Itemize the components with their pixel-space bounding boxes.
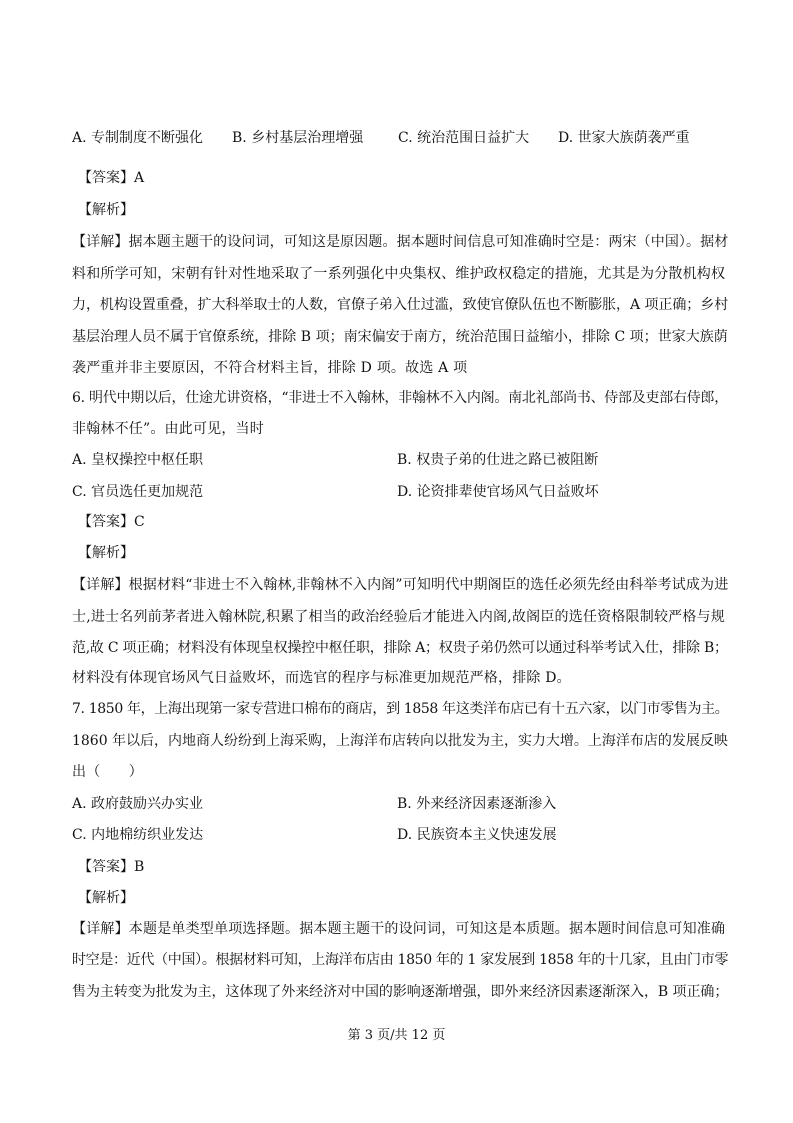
q5-analysis-label: 【解析】	[78, 202, 134, 218]
q7-analysis-label: 【解析】	[78, 890, 134, 906]
q7-option-a: A. 政府鼓励兴办实业	[72, 796, 204, 812]
q7-stem-line: 1860 年以后，内地商人纷纷到上海采购，上海洋布店转向以批发为主，实力大增。上海洋布店的发展反映	[72, 733, 728, 749]
q5-option-a: A. 专制制度不断强化	[72, 130, 204, 146]
q6-option-b: B. 权贵子弟的仕进之路已被阻断	[397, 452, 599, 468]
q6-detail-line: 范,故 C 项正确；材料没有体现皇权操控中枢任职，排除 A；权贵子弟仍然可以通过科举考试入仕，排除 B；	[72, 640, 728, 656]
q6-detail-line: 材料没有体现官场风气日益败坏，而选官的程序与标准更加规范严格，排除 D。	[72, 670, 571, 686]
q5-detail-line: 袭严重并非主要原因，不符合材料主旨，排除 D 项。故选 A 项	[72, 360, 468, 376]
q7-detail-line: 时空是：近代（中国）。根据材料可知，上海洋布店由 1850 年的 1 家发展到 1858 年的十几家，且由门市零	[72, 952, 729, 968]
q6-detail-line: 【详解】根据材料“非进士不入翰林,非翰林不入内阁”可知明代中期阁臣的选任必须先经由科举考试成为进	[72, 577, 729, 593]
q6-stem-line: 非翰林不任”。由此可见，当时	[72, 421, 264, 437]
q6-option-c: C. 官员选任更加规范	[72, 484, 204, 500]
q7-stem-line: 7. 1850 年，上海出现第一家专营进口棉布的商店，到 1858 年这类洋布店已有十五六家，以门市零售为主。	[72, 701, 729, 717]
q7-option-b: B. 外来经济因素逐渐渗入	[397, 796, 557, 812]
q6-option-a: A. 皇权操控中枢任职	[72, 452, 204, 468]
q7-stem-line: 出（ ）	[72, 764, 143, 780]
q5-detail-line: 力，机构设置重叠，扩大科举取士的人数，官僚子弟入仕过滥，致使官僚队伍也不断膨胀，A 项正确；乡村	[72, 297, 729, 313]
q5-answer: 【答案】A	[78, 170, 145, 186]
q7-answer: 【答案】B	[78, 859, 145, 875]
q6-analysis-label: 【解析】	[78, 545, 134, 561]
page-footer: 第 3 页/共 12 页	[347, 1028, 446, 1043]
q6-option-d: D. 论资排辈使官场风气日益败坏	[397, 484, 599, 500]
q5-detail-line: 【详解】据本题主题干的设问词，可知这是原因题。据本题时间信息可知准确时空是：两宋（中国）。据材	[72, 234, 729, 250]
q6-stem-line: 6. 明代中期以后，仕途尤讲资格，“非进士不入翰林，非翰林不入内阁。南北礼部尚书、侍部及吏部右侍郎，	[72, 390, 728, 406]
q5-option-d: D. 世家大族荫袭严重	[558, 130, 690, 146]
q5-detail-line: 基层治理人员不属于官僚系统，排除 B 项；南宋偏安于南方，统治范围日益缩小，排除 C 项；世家大族荫	[72, 329, 728, 345]
q6-detail-line: 士,进士名列前茅者进入翰林院,积累了相当的政治经验后才能进入内阁,故阁臣的选任资格限制较严格与规	[72, 609, 725, 625]
q7-detail-line: 售为主转变为批发为主，这体现了外来经济对中国的影响逐渐增强，即外来经济因素逐渐深入，B 项正确；	[72, 984, 729, 1000]
q7-detail-line: 【详解】本题是单类型单项选择题。据本题主题干的设问词，可知这是本质题。据本题时间信息可知准确	[72, 921, 726, 937]
q7-option-d: D. 民族资本主义快速发展	[397, 827, 557, 843]
q6-answer: 【答案】C	[78, 514, 145, 530]
q5-option-c: C. 统治范围日益扩大	[398, 130, 530, 146]
q5-option-b: B. 乡村基层治理增强	[232, 130, 364, 146]
q5-detail-line: 料和所学可知，宋朝有针对性地采取了一系列强化中央集权、维护政权稳定的措施，尤其是为分散机构权	[72, 266, 726, 282]
q7-option-c: C. 内地棉纺织业发达	[72, 827, 204, 843]
